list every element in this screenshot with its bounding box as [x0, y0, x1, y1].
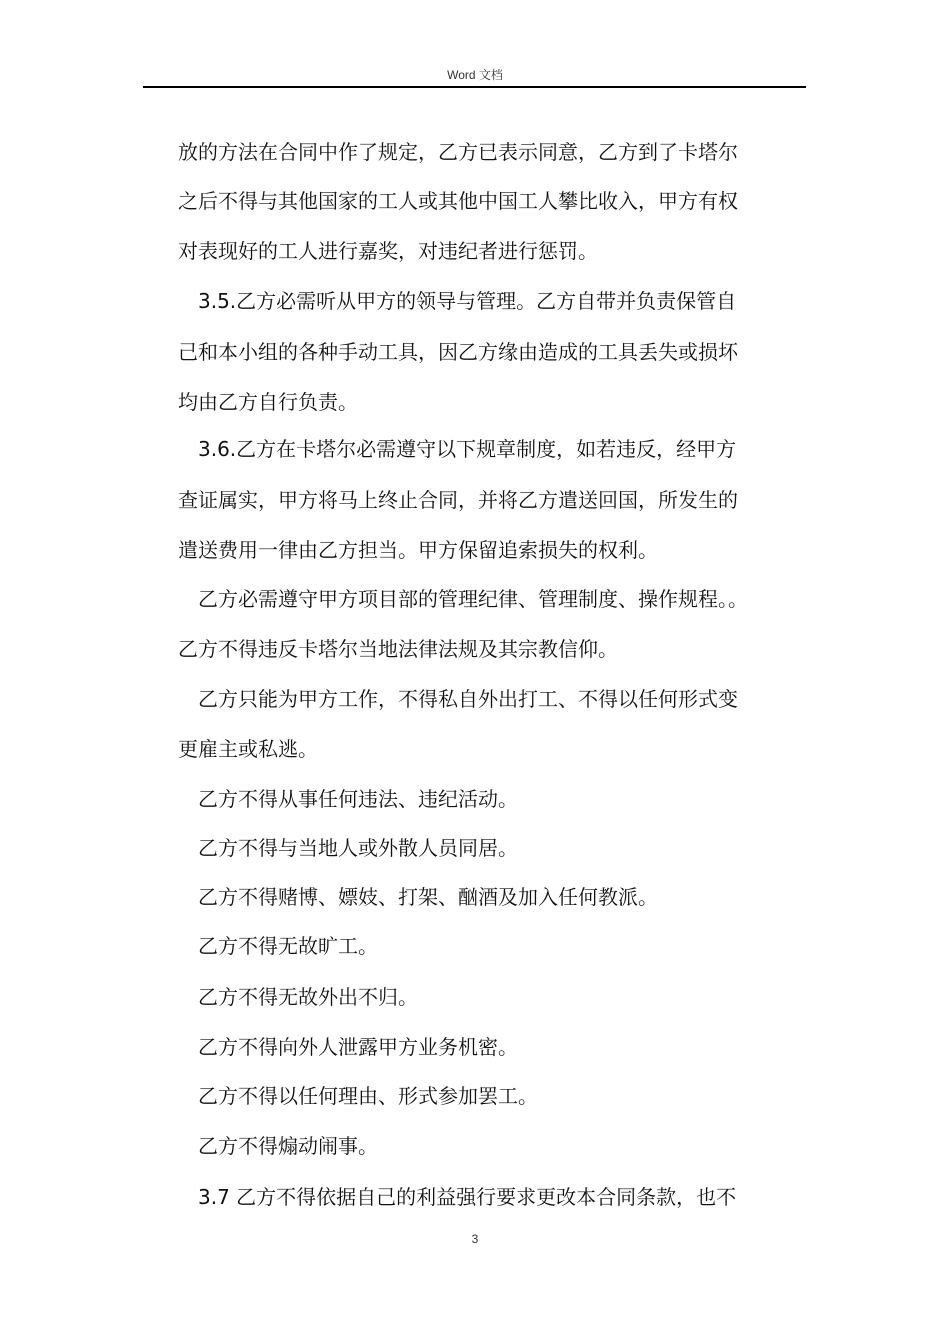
body-line: 乙方不得煽动闹事。: [198, 1134, 378, 1158]
header-rule: [143, 86, 806, 88]
body-line: 乙方不得无故旷工。: [198, 934, 378, 958]
body-line: 对表现好的工人进行嘉奖，对违纪者进行惩罚。: [178, 239, 598, 263]
body-line: 乙方必需遵守甲方项目部的管理纪律、管理制度、操作规程。。: [198, 587, 748, 611]
body-line: 放的方法在合同中作了规定，乙方已表示同意，乙方到了卡塔尔: [178, 140, 738, 164]
body-line: 乙方不得向外人泄露甲方业务机密。: [198, 1035, 518, 1059]
body-line: 之后不得与其他国家的工人或其他中国工人攀比收入，甲方有权: [178, 189, 738, 213]
body-line: 遣送费用一律由乙方担当。甲方保留追索损失的权利。: [178, 538, 658, 562]
page-number: 3: [471, 1232, 479, 1246]
body-line: 更雇主或私逃。: [178, 737, 318, 761]
page-header-title: Word 文档: [447, 68, 503, 82]
body-line: 均由乙方自行负责。: [178, 390, 358, 414]
body-line: 乙方不得赌博、嫖妓、打架、酗酒及加入任何教派。: [198, 885, 658, 909]
body-line: 3.5.乙方必需听从甲方的领导与管理。乙方自带并负责保管自: [198, 289, 737, 313]
body-line: 乙方不得从事任何违法、违纪活动。: [198, 787, 518, 811]
body-line: 乙方不得与当地人或外散人员同居。: [198, 836, 518, 860]
body-line: 乙方不得无故外出不归。: [198, 985, 418, 1009]
body-line: 3.6.乙方在卡塔尔必需遵守以下规章制度，如若违反，经甲方: [198, 437, 737, 461]
body-line: 查证属实，甲方将马上终止合同，并将乙方遣送回国，所发生的: [178, 488, 738, 512]
body-line: 乙方只能为甲方工作，不得私自外出打工、不得以任何形式变: [198, 687, 738, 711]
body-line: 己和本小组的各种手动工具，因乙方缘由造成的工具丢失或损坏: [178, 340, 738, 364]
body-line: 乙方不得违反卡塔尔当地法律法规及其宗教信仰。: [178, 637, 618, 661]
body-line: 3.7 乙方不得依据自己的利益强行要求更改本合同条款，也不: [198, 1185, 737, 1209]
body-line: 乙方不得以任何理由、形式参加罢工。: [198, 1084, 538, 1108]
